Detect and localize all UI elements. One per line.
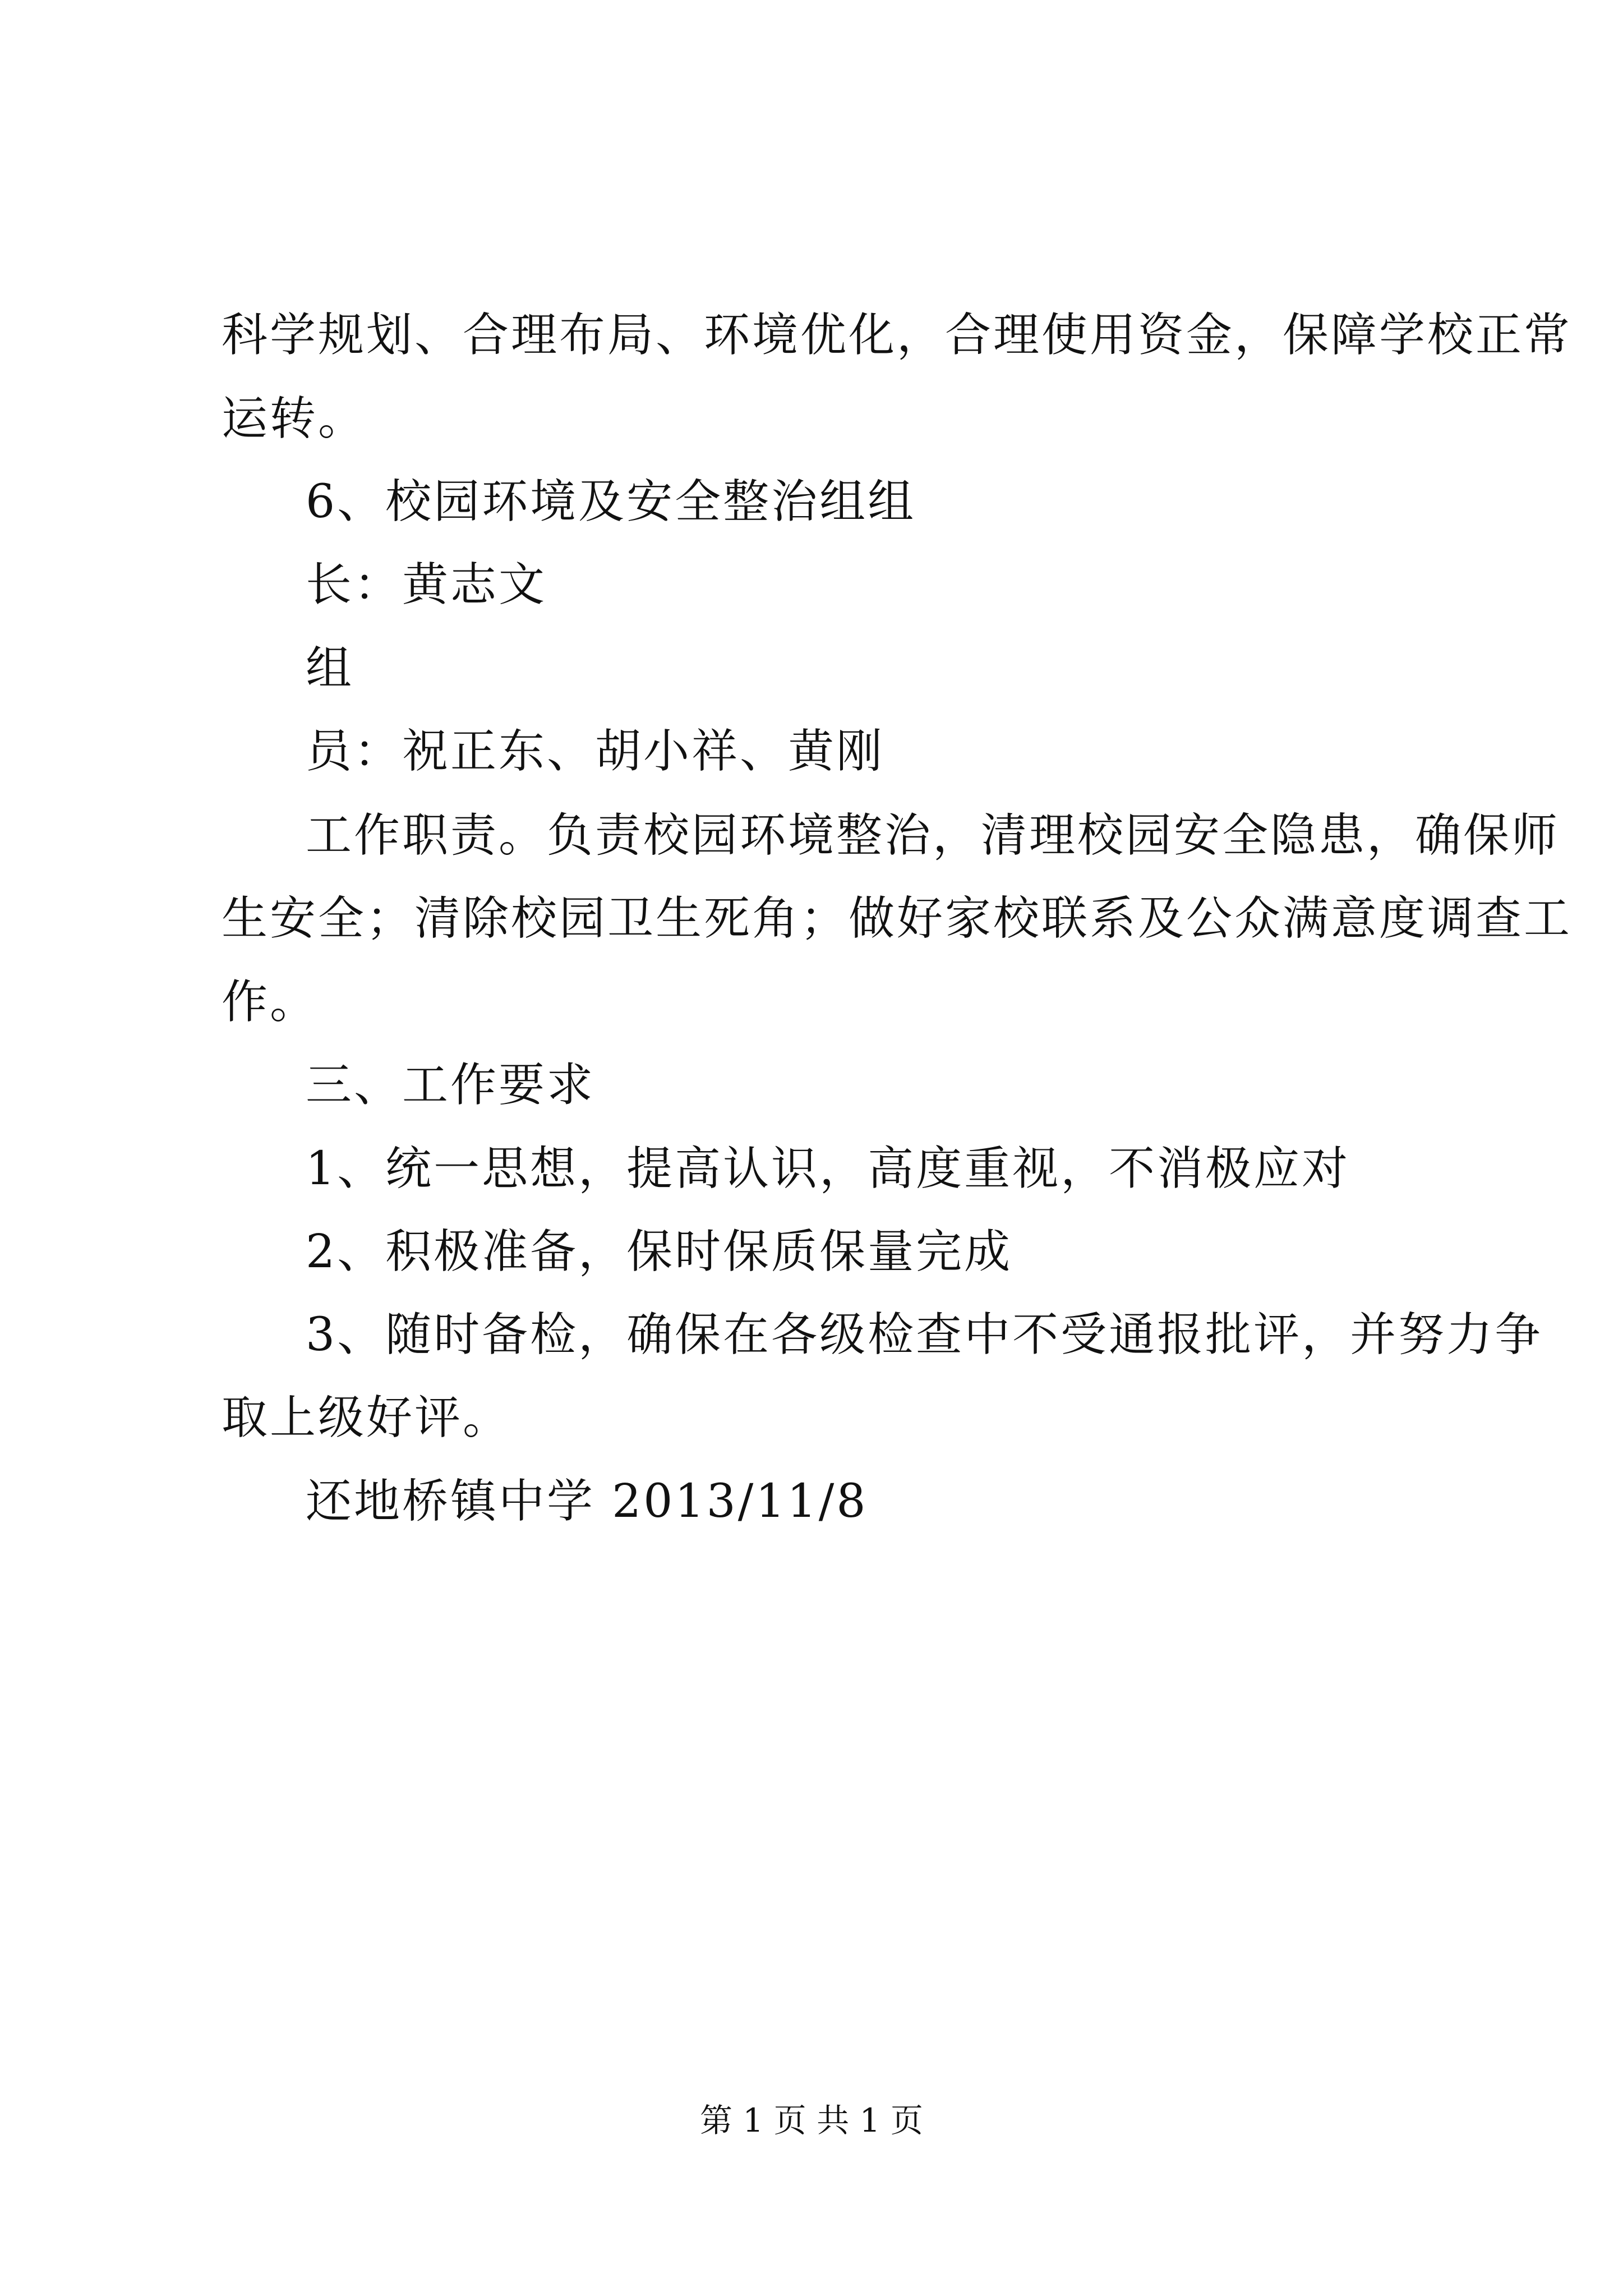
requirement-1: 1、统一思想，提高认识，高度重视，不消极应对 [306,1142,1350,1195]
group-label-line: 组 [306,642,354,695]
section-3-heading: 三、工作要求 [306,1059,596,1112]
body-line-1: 科学规划、合理布局、环境优化，合理使用资金，保障学校正常 [222,309,1573,362]
duties-line-2: 生安全；清除校园卫生死角；做好家校联系及公众满意度调查工 [222,892,1573,945]
section-6-heading: 6、校园环境及安全整治组组 [306,475,916,528]
page-footer: 第 1 页 共 1 页 [700,2101,923,2139]
group-leader-line: 长：黄志文 [306,558,547,611]
requirement-3-line-1: 3、随时备检，确保在各级检查中不受通报批评，并努力争 [306,1308,1543,1361]
signature-date-line: 还地桥镇中学 2013/11/8 [306,1475,868,1528]
requirement-3-line-2: 取上级好评。 [222,1391,511,1444]
duties-line-1: 工作职责。负责校园环境整治，清理校园安全隐患，确保师 [306,809,1560,862]
body-line-2: 运转。 [222,392,367,445]
group-members-line: 员：祝正东、胡小祥、黄刚 [306,725,885,778]
duties-line-3: 作。 [222,976,319,1029]
requirement-2: 2、积极准备，保时保质保量完成 [306,1225,1013,1278]
